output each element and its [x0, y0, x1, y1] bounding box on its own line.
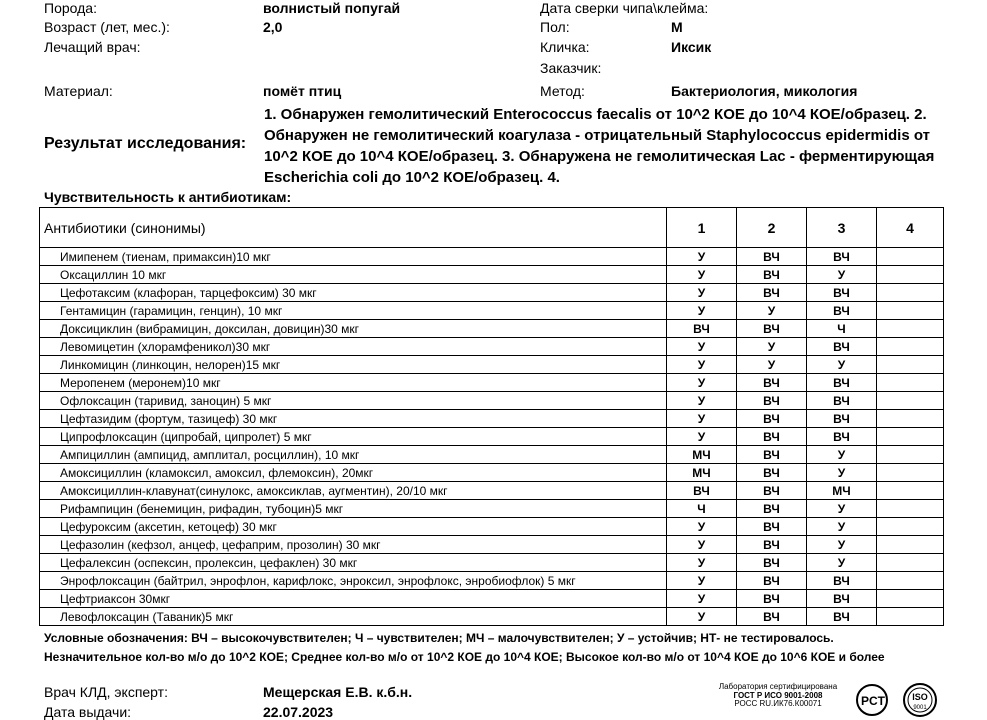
sensitivity-cell-c3: ВЧ	[807, 374, 877, 392]
sensitivity-cell-c2: ВЧ	[737, 266, 807, 284]
antibiotic-name: Линкомицин (линкоцин, нелорен)15 мкг	[40, 356, 667, 374]
sensitivity-cell-c2: ВЧ	[737, 284, 807, 302]
antibiotic-name: Цефазолин (кефзол, анцеф, цефаприм, прозолин) 30 мкг	[40, 536, 667, 554]
table-row	[40, 356, 944, 374]
sensitivity-cell-c1: У	[667, 266, 737, 284]
legend-line-1: Условные обозначения: ВЧ – высокочувствителен; Ч – чувствителен; МЧ – малочувствителен; У – устойчив; НТ- не тестировалось.	[44, 631, 834, 645]
antibiotic-name: Цефтриаксон 30мкг	[40, 590, 667, 608]
method-value: Бактериология, микология	[671, 83, 858, 99]
sensitivity-cell-c3: ВЧ	[807, 338, 877, 356]
sensitivity-cell-c2: ВЧ	[737, 482, 807, 500]
sensitivity-cell-c1: ВЧ	[667, 482, 737, 500]
sensitivity-cell-c1: У	[667, 428, 737, 446]
sensitivity-cell-c1: У	[667, 302, 737, 320]
table-row	[40, 500, 944, 518]
sensitivity-cell-c3: У	[807, 266, 877, 284]
sensitivity-cell-c4	[877, 608, 944, 626]
header-antibiotics: Антибиотики (синонимы)	[40, 208, 667, 248]
antibiotic-name: Цефотаксим (клафоран, тарцефоксим) 30 мкг	[40, 284, 667, 302]
sensitivity-cell-c4	[877, 392, 944, 410]
sensitivity-cell-c3: ВЧ	[807, 302, 877, 320]
sex-label: Пол:	[540, 19, 570, 35]
table-row	[40, 338, 944, 356]
sensitivity-cell-c1: У	[667, 410, 737, 428]
antibiotics-table	[39, 207, 944, 626]
table-row	[40, 374, 944, 392]
antibiotic-name: Ампициллин (ампицид, амплитал, росциллин), 10 мкг	[40, 446, 667, 464]
sensitivity-cell-c3: У	[807, 518, 877, 536]
sensitivity-cell-c4	[877, 248, 944, 266]
antibiotic-name: Меропенем (меронем)10 мкг	[40, 374, 667, 392]
sensitivity-cell-c3: ВЧ	[807, 392, 877, 410]
sensitivity-cell-c1: Ч	[667, 500, 737, 518]
sensitivity-cell-c4	[877, 356, 944, 374]
sensitivity-cell-c2: У	[737, 338, 807, 356]
result-label: Результат исследования:	[44, 135, 247, 152]
sensitivity-cell-c3: ВЧ	[807, 590, 877, 608]
table-row	[40, 590, 944, 608]
sensitivity-cell-c4	[877, 428, 944, 446]
sensitivity-cell-c1: У	[667, 518, 737, 536]
customer-label: Заказчик:	[540, 60, 602, 76]
table-row	[40, 392, 944, 410]
sensitivity-cell-c2: ВЧ	[737, 500, 807, 518]
table-header-row	[40, 208, 944, 248]
iso-logo-sub: 9001	[913, 705, 927, 711]
sensitivity-cell-c2: ВЧ	[737, 428, 807, 446]
sensitivity-cell-c2: ВЧ	[737, 590, 807, 608]
table-row	[40, 482, 944, 500]
material-label: Материал:	[44, 83, 113, 99]
antibiotic-name: Доксициклин (вибрамицин, доксилан, довицин)30 мкг	[40, 320, 667, 338]
material-value: помёт птиц	[263, 83, 342, 99]
sensitivity-cell-c2: ВЧ	[737, 536, 807, 554]
table-row	[40, 320, 944, 338]
antibiotic-name: Рифампицин (бенемицин, рифадин, тубоцин)5 мкг	[40, 500, 667, 518]
antibiotic-name: Левомицетин (хлорамфеникол)30 мкг	[40, 338, 667, 356]
breed-label: Порода:	[44, 0, 97, 16]
cert-line-1: Лаборатория сертифицирована	[718, 682, 838, 691]
sensitivity-cell-c1: У	[667, 392, 737, 410]
sensitivity-cell-c4	[877, 446, 944, 464]
sensitivity-cell-c3: У	[807, 446, 877, 464]
sensitivity-cell-c4	[877, 266, 944, 284]
sensitivity-cell-c4	[877, 302, 944, 320]
nickname-value: Иксик	[671, 39, 712, 55]
antibiotic-name: Цефуроксим (аксетин, кетоцеф) 30 мкг	[40, 518, 667, 536]
sensitivity-cell-c4	[877, 320, 944, 338]
doctor-label: Лечащий врач:	[44, 39, 141, 55]
sensitivity-cell-c2: ВЧ	[737, 248, 807, 266]
legend-line-2: Незначительное кол-во м/о до 10^2 КОЕ; Среднее кол-во м/о от 10^2 КОЕ до 10^4 КОЕ; Высокое кол-во м/о от 10^4 КОЕ до 10^6 КОЕ и более	[44, 650, 885, 664]
cert-line-2: ГОСТ Р ИСО 9001-2008	[733, 690, 823, 700]
sensitivity-cell-c3: Ч	[807, 320, 877, 338]
sensitivity-cell-c1: У	[667, 536, 737, 554]
pct-logo-text: PCT	[861, 694, 885, 708]
sensitivity-cell-c3: У	[807, 500, 877, 518]
chip-date-label: Дата сверки чипа\клейма:	[540, 0, 709, 16]
sensitivity-cell-c4	[877, 554, 944, 572]
result-text: 1. Обнаружен гемолитический Enterococcus faecalis от 10^2 КОЕ до 10^4 КОЕ/образец. 2. Обнаружен не гемолитический коагулаза - отрицательный Staphylococcus epidermidis от 10^2 КОЕ до 10^4 КОЕ/образец. 3. Обнаружена не гемолитическая Lac - ферментирующая Escherichia coli до 10^2 КОЕ/образец. 4.	[264, 106, 935, 186]
method-label: Метод:	[540, 83, 585, 99]
sensitivity-cell-c3: ВЧ	[807, 284, 877, 302]
age-value: 2,0	[263, 19, 283, 35]
sensitivity-cell-c2: ВЧ	[737, 464, 807, 482]
antibiotic-name: Амоксициллин-клавунат(синулокс, амоксиклав, аугментин), 20/10 мкг	[40, 482, 667, 500]
antibiotic-name: Левофлоксацин (Таваник)5 мкг	[40, 608, 667, 626]
sensitivity-cell-c3: У	[807, 554, 877, 572]
pct-logo-icon	[852, 683, 898, 717]
sensitivity-cell-c2: ВЧ	[737, 320, 807, 338]
footer-doctor-value: Мещерская Е.В. к.б.н.	[263, 684, 413, 700]
sensitivity-title: Чувствительность к антибиотикам:	[44, 189, 292, 205]
sensitivity-cell-c4	[877, 284, 944, 302]
sensitivity-cell-c1: У	[667, 356, 737, 374]
sensitivity-cell-c2: У	[737, 302, 807, 320]
antibiotic-name: Энрофлоксацин (байтрил, энрофлон, карифлокс, энроксил, энрофлокс, энробиофлок) 5 мкг	[40, 572, 667, 590]
antibiotic-name: Имипенем (тиенам, примаксин)10 мкг	[40, 248, 667, 266]
sensitivity-cell-c3: У	[807, 536, 877, 554]
sensitivity-cell-c3: У	[807, 356, 877, 374]
sensitivity-cell-c3: МЧ	[807, 482, 877, 500]
sensitivity-cell-c3: ВЧ	[807, 248, 877, 266]
sensitivity-cell-c1: МЧ	[667, 446, 737, 464]
cert-line-3: РОСС RU.ИК76.К00071	[734, 699, 822, 708]
sensitivity-cell-c2: ВЧ	[737, 446, 807, 464]
sensitivity-cell-c4	[877, 410, 944, 428]
sensitivity-cell-c1: ВЧ	[667, 320, 737, 338]
table-row	[40, 608, 944, 626]
header-col-2: 2	[737, 208, 807, 248]
sensitivity-cell-c1: У	[667, 608, 737, 626]
sensitivity-cell-c1: У	[667, 374, 737, 392]
sensitivity-cell-c1: МЧ	[667, 464, 737, 482]
age-label: Возраст (лет, мес.):	[44, 19, 170, 35]
table-row	[40, 410, 944, 428]
table-row	[40, 428, 944, 446]
sensitivity-cell-c3: У	[807, 464, 877, 482]
sensitivity-cell-c4	[877, 464, 944, 482]
certification-text	[708, 683, 848, 709]
sensitivity-cell-c4	[877, 572, 944, 590]
sensitivity-cell-c2: У	[737, 356, 807, 374]
sensitivity-cell-c2: ВЧ	[737, 374, 807, 392]
table-row	[40, 464, 944, 482]
iso-logo-icon	[902, 682, 938, 718]
sensitivity-cell-c2: ВЧ	[737, 518, 807, 536]
antibiotic-name: Цефалексин (оспексин, пролексин, цефаклен) 30 мкг	[40, 554, 667, 572]
sex-value: М	[671, 19, 683, 35]
sensitivity-cell-c4	[877, 374, 944, 392]
sensitivity-cell-c1: У	[667, 248, 737, 266]
sensitivity-cell-c3: ВЧ	[807, 428, 877, 446]
antibiotic-name: Ципрофлоксацин (ципробай, ципролет) 5 мкг	[40, 428, 667, 446]
sensitivity-cell-c2: ВЧ	[737, 554, 807, 572]
header-col-4: 4	[877, 208, 944, 248]
sensitivity-cell-c3: ВЧ	[807, 572, 877, 590]
footer-doctor-label: Врач КЛД, эксперт:	[44, 684, 168, 700]
antibiotic-name: Гентамицин (гарамицин, генцин), 10 мкг	[40, 302, 667, 320]
issue-date-label: Дата выдачи:	[44, 704, 132, 720]
sensitivity-cell-c4	[877, 536, 944, 554]
sensitivity-cell-c2: ВЧ	[737, 410, 807, 428]
header-col-3: 3	[807, 208, 877, 248]
table-row	[40, 536, 944, 554]
antibiotic-name: Оксациллин 10 мкг	[40, 266, 667, 284]
sensitivity-cell-c2: ВЧ	[737, 392, 807, 410]
sensitivity-cell-c4	[877, 590, 944, 608]
sensitivity-cell-c1: У	[667, 284, 737, 302]
antibiotic-name: Офлоксацин (таривид, заноцин) 5 мкг	[40, 392, 667, 410]
table-row	[40, 554, 944, 572]
table-row	[40, 518, 944, 536]
breed-value: волнистый попугай	[263, 0, 401, 16]
antibiotic-name: Амоксициллин (кламоксил, амоксил, флемоксин), 20мкг	[40, 464, 667, 482]
sensitivity-cell-c2: ВЧ	[737, 608, 807, 626]
table-row	[40, 266, 944, 284]
sensitivity-cell-c3: ВЧ	[807, 608, 877, 626]
sensitivity-cell-c4	[877, 338, 944, 356]
sensitivity-cell-c1: У	[667, 554, 737, 572]
sensitivity-cell-c1: У	[667, 572, 737, 590]
nickname-label: Кличка:	[540, 39, 590, 55]
sensitivity-cell-c1: У	[667, 590, 737, 608]
issue-date-value: 22.07.2023	[263, 704, 334, 720]
sensitivity-cell-c3: ВЧ	[807, 410, 877, 428]
table-row	[40, 302, 944, 320]
sensitivity-cell-c4	[877, 500, 944, 518]
table-row	[40, 446, 944, 464]
iso-logo-text: ISO	[912, 692, 928, 702]
sensitivity-cell-c4	[877, 482, 944, 500]
table-row	[40, 284, 944, 302]
table-row	[40, 248, 944, 266]
antibiotic-name: Цефтазидим (фортум, тазицеф) 30 мкг	[40, 410, 667, 428]
header-col-1: 1	[667, 208, 737, 248]
sensitivity-cell-c4	[877, 518, 944, 536]
sensitivity-cell-c1: У	[667, 338, 737, 356]
table-row	[40, 572, 944, 590]
sensitivity-cell-c2: ВЧ	[737, 572, 807, 590]
